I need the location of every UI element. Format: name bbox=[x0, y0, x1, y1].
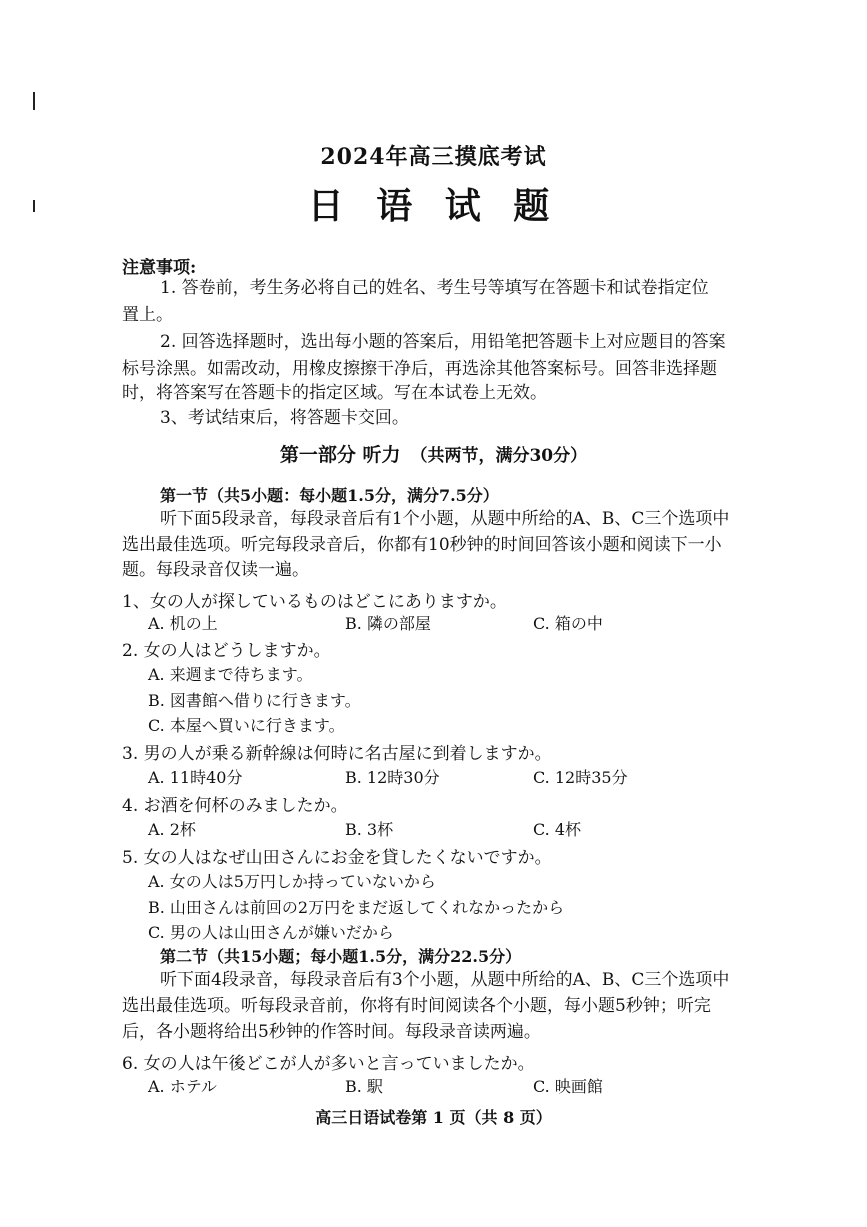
question-6-option-b: B. 駅 bbox=[345, 1077, 383, 1096]
question-6-option-c: C. 映画館 bbox=[533, 1077, 603, 1096]
question-5: 5. 女の人はなぜ山田さんにお金を貸したくないですか。 bbox=[122, 848, 552, 868]
question-2-option-b: B. 図書館へ借りに行きます。 bbox=[148, 691, 361, 710]
subject-title: 日 语 试 题 bbox=[307, 186, 560, 227]
section2-heading: 第二节（共15小题；每小题1.5分，满分22.5分） bbox=[160, 947, 522, 966]
question-1-option-b: B. 隣の部屋 bbox=[345, 614, 431, 633]
page-footer: 高三日语试卷第 1 页（共 8 页） bbox=[315, 1108, 552, 1127]
scan-mark-top bbox=[33, 92, 35, 110]
section1-instruction-3: 题。每段录音仅读一遍。 bbox=[122, 560, 309, 580]
question-3-option-b: B. 12時30分 bbox=[345, 768, 440, 787]
question-5-option-a: A. 女の人は5万円しか持っていないから bbox=[148, 872, 436, 891]
notice-item-2-line-1: 2. 回答选择题时，选出每小题的答案后，用铅笔把答题卡上对应题目的答案 bbox=[160, 332, 726, 352]
part1-title bbox=[0, 440, 867, 467]
question-4-option-c: C. 4杯 bbox=[533, 820, 582, 839]
question-2-option-c: C. 本屋へ買いに行きます。 bbox=[148, 716, 345, 735]
question-4: 4. お酒を何杯のみましたか。 bbox=[122, 796, 348, 816]
section2-instruction-1: 听下面4段录音，每段录音后有3个小题，从题中所给的A、B、C三个选项中 bbox=[160, 970, 730, 990]
exam-title: 2024年高三摸底考试 bbox=[320, 144, 547, 170]
notice-item-1-line-1: 1. 答卷前，考生务必将自己的姓名、考生号等填写在答题卡和试卷指定位 bbox=[160, 278, 709, 298]
question-5-option-b: B. 山田さんは前回の2万円をまだ返してくれなかったから bbox=[148, 898, 565, 917]
question-3: 3. 男の人が乗る新幹線は何時に名古屋に到着しますか。 bbox=[122, 744, 552, 764]
section1-instruction-1: 听下面5段录音，每段录音后有1个小题，从题中所给的A、B、C三个选项中 bbox=[160, 509, 730, 529]
question-3-option-a: A. 11時40分 bbox=[148, 768, 243, 787]
notice-item-2-line-3: 时，将答案写在答题卡的指定区域。写在本试卷上无效。 bbox=[122, 383, 547, 403]
question-1: 1、女の人が探しているものはどこにありますか。 bbox=[122, 592, 507, 612]
question-3-option-c: C. 12時35分 bbox=[533, 768, 628, 787]
question-4-option-a: A. 2杯 bbox=[148, 820, 196, 839]
section2-instruction-2: 选出最佳选项。听每段录音前，你将有时间阅读各个小题，每小题5秒钟；听完 bbox=[122, 996, 711, 1016]
question-1-option-a: A. 机の上 bbox=[148, 614, 218, 633]
question-1-option-c: C. 箱の中 bbox=[533, 614, 603, 633]
part1-subtitle: （共两节，满分30分） bbox=[410, 446, 588, 466]
question-2: 2. 女の人はどうしますか。 bbox=[122, 641, 331, 661]
section1-instruction-2: 选出最佳选项。听完每段录音后，你都有10秒钟的时间回答该小题和阅读下一小 bbox=[122, 535, 722, 555]
section1-heading: 第一节（共5小题：每小题1.5分，满分7.5分） bbox=[160, 486, 499, 505]
notice-item-1-line-2: 置上。 bbox=[122, 305, 173, 325]
notice-heading: 注意事项: bbox=[122, 258, 197, 278]
part1-title-text: 第一部分 听力 bbox=[279, 444, 401, 466]
question-4-option-b: B. 3杯 bbox=[345, 820, 394, 839]
question-6-option-a: A. ホテル bbox=[148, 1077, 217, 1096]
notice-item-3: 3、考试结束后，将答题卡交回。 bbox=[160, 408, 409, 428]
question-6: 6. 女の人は午後どこが人が多いと言っていましたか。 bbox=[122, 1054, 535, 1074]
section2-instruction-3: 后，各小题将给出5秒钟的作答时间。每段录音读两遍。 bbox=[122, 1022, 541, 1042]
question-5-option-c: C. 男の人は山田さんが嫌いだから bbox=[148, 923, 394, 942]
question-2-option-a: A. 来週まで待ちます。 bbox=[148, 665, 313, 684]
notice-item-2-line-2: 标号涂黑。如需改动，用橡皮擦擦干净后，再选涂其他答案标号。回答非选择题 bbox=[122, 359, 717, 379]
